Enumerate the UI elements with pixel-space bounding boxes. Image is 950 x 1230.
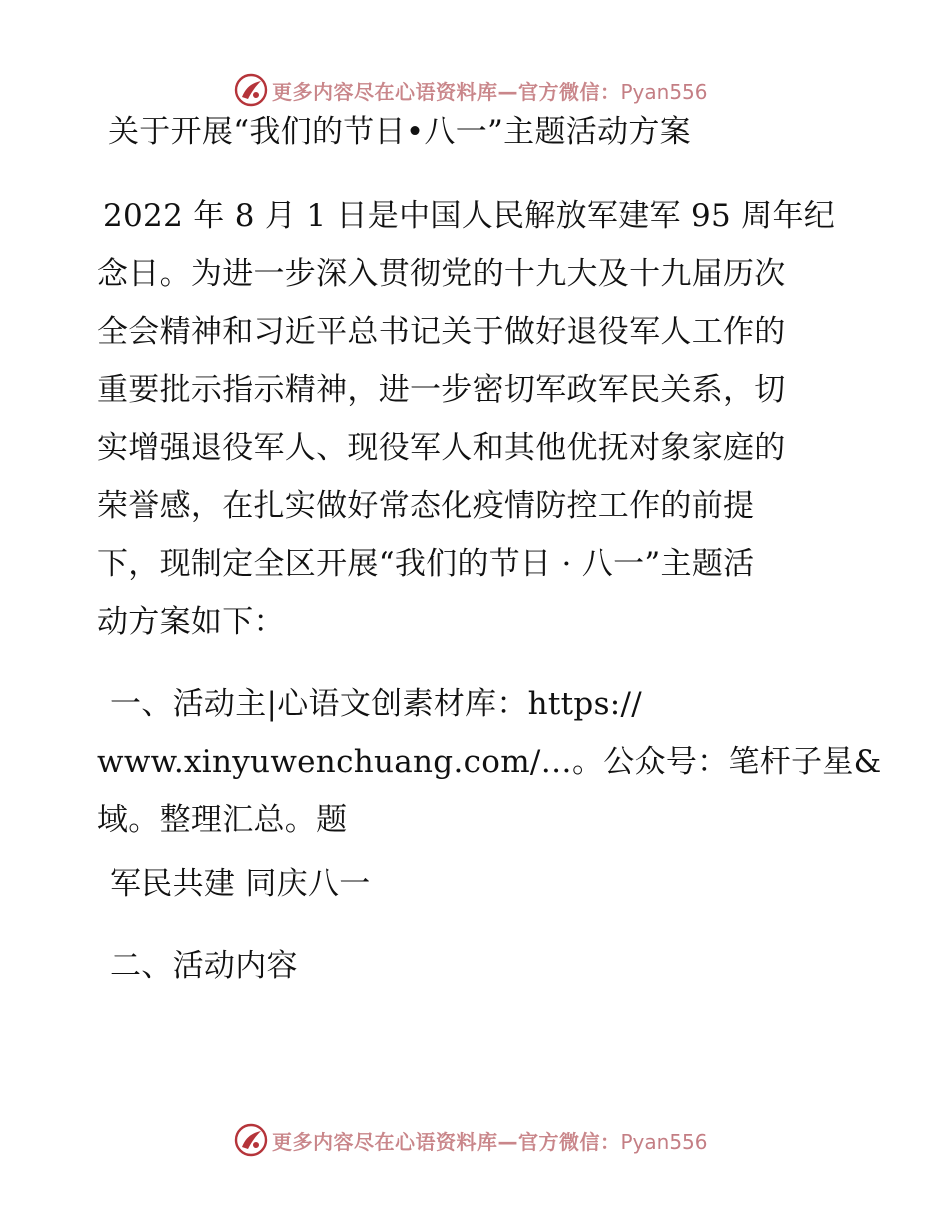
footer-watermark xyxy=(234,1122,708,1158)
paragraph-line: 重要批示指示精神，进一步密切军政军民关系，切 xyxy=(97,372,786,408)
activity-theme: 军民共建 同庆八一 xyxy=(110,866,371,902)
section-one-line: 域。整理汇总。题 xyxy=(97,802,348,838)
paragraph-line: 念日。为进一步深入贯彻党的十九大及十九届历次 xyxy=(97,256,786,292)
red-seal-logo-icon xyxy=(234,1123,268,1157)
paragraph-line: 2022 年 8 月 1 日是中国人民解放军建军 95 周年纪 xyxy=(103,198,836,234)
watermark-wechat-handle: Pyan556 xyxy=(620,79,708,104)
paragraph-line: 动方案如下： xyxy=(97,604,285,640)
paragraph-line: 实增强退役军人、现役军人和其他优抚对象家庭的 xyxy=(97,430,786,466)
red-seal-logo-icon xyxy=(234,73,268,107)
paragraph-line: 全会精神和习近平总书记关于做好退役军人工作的 xyxy=(97,314,786,350)
section-one-heading: 一、活动主|心语文创素材库：https:// xyxy=(110,686,643,722)
watermark-wechat-handle: Pyan556 xyxy=(620,1129,708,1154)
header-watermark xyxy=(234,72,708,108)
document-title: 关于开展“我们的节日•八一”主题活动方案 xyxy=(108,114,691,150)
paragraph-line: 下，现制定全区开展“我们的节日 · 八一”主题活 xyxy=(97,546,755,582)
section-one-line: www.xinyuwenchuang.com/…。公众号：笔杆子星& xyxy=(97,744,882,780)
paragraph-line: 荣誉感，在扎实做好常态化疫情防控工作的前提 xyxy=(97,488,755,524)
watermark-text: 更多内容尽在心语资料库—官方微信：Pyan556 xyxy=(272,1129,708,1154)
watermark-text: 更多内容尽在心语资料库—官方微信：Pyan556 xyxy=(272,79,708,104)
section-two-heading: 二、活动内容 xyxy=(110,948,298,984)
